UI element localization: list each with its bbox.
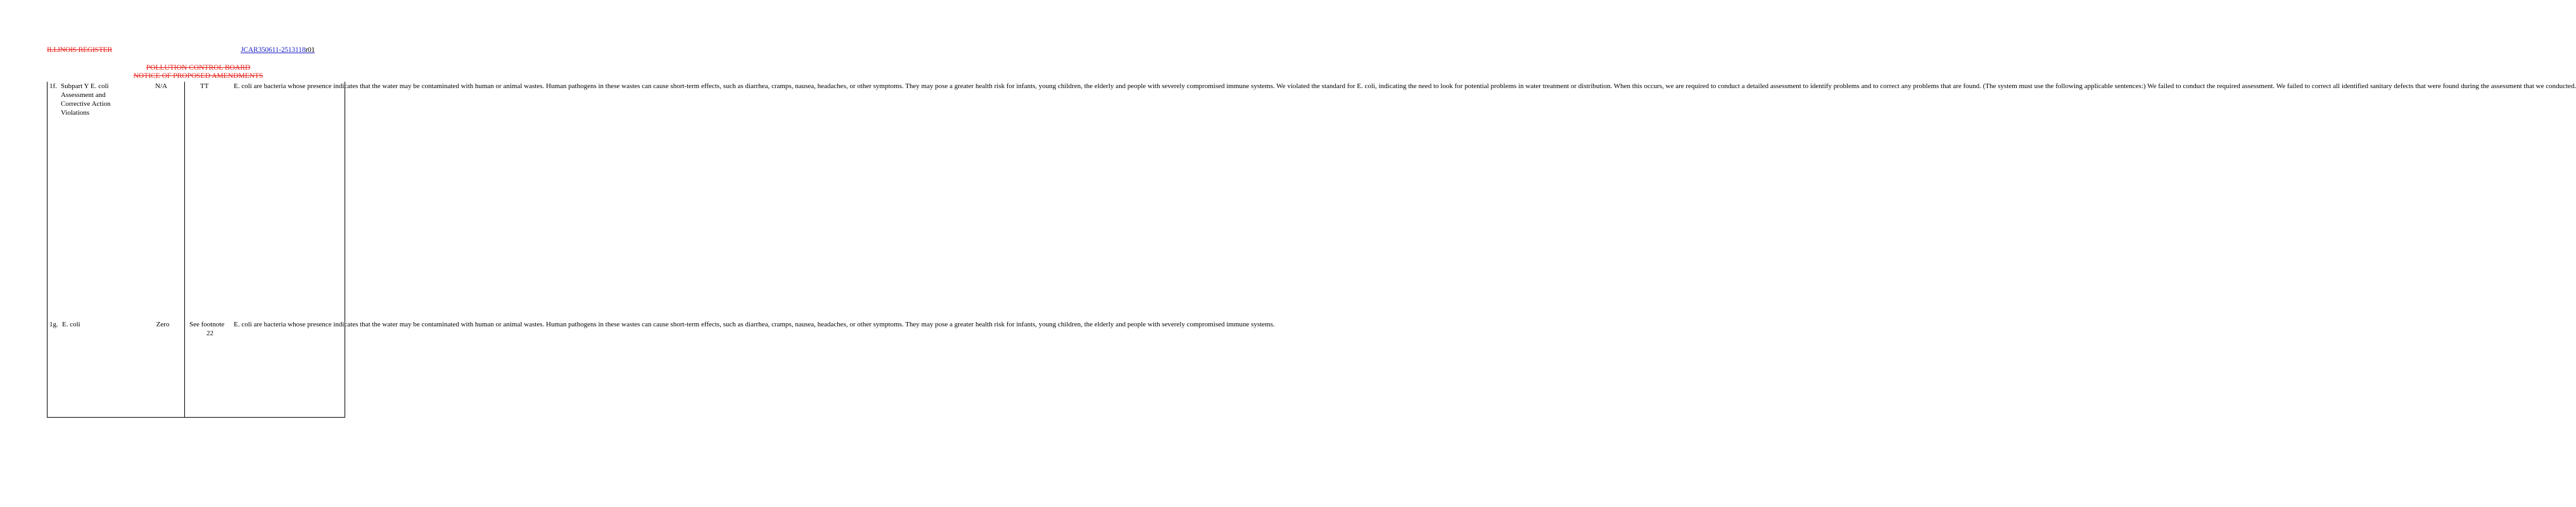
name-line: Subpart Y E. coli xyxy=(61,82,109,90)
contaminant-name: E. coli xyxy=(62,321,80,328)
desc-line: E. coli are bacteria whose presence xyxy=(234,321,332,328)
treatment-cell xyxy=(188,320,234,339)
jcar-reference xyxy=(241,46,315,54)
desc-line: They may pose a greater health risk xyxy=(905,82,1005,90)
jcar-suffix: r01 xyxy=(305,46,315,54)
desc-line: compromised immune systems. xyxy=(1186,321,1275,328)
desc-line: conducted. xyxy=(2546,82,2576,90)
name-line: Assessment and xyxy=(61,91,106,99)
name-line: Violations xyxy=(61,109,90,117)
treatment-value xyxy=(189,320,240,338)
desc-line: indicating the need to look for xyxy=(1378,82,1463,90)
desc-line: wastes can cause short-term effects, xyxy=(621,82,721,90)
desc-line: indicates that the water may be xyxy=(333,321,420,328)
desc-line: for infants, young children, the xyxy=(1006,321,1093,328)
description-cell xyxy=(234,320,1275,420)
desc-line: headaches, or other symptoms. xyxy=(817,321,904,328)
desc-line: such as diarrhea, cramps, nausea, xyxy=(723,321,816,328)
desc-line: occurs, we are required to conduct a xyxy=(1644,82,1745,90)
desc-line: detailed assessment to identify xyxy=(1746,82,1832,90)
desc-line: headaches, or other symptoms. xyxy=(817,82,904,90)
row-number: 1g. xyxy=(49,321,58,328)
desc-line: compromised immune systems. We xyxy=(1186,82,1286,90)
desc-line: wastes. Human pathogens in these xyxy=(524,321,620,328)
desc-line: during the assessment that we xyxy=(2461,82,2544,90)
row-number: 1f. xyxy=(49,82,57,90)
description-cell xyxy=(234,82,2576,319)
desc-line: problems that are found. xyxy=(1913,82,1981,90)
desc-line: problems and to correct any xyxy=(1833,82,1912,90)
treatment-line: See footnote xyxy=(189,321,225,328)
desc-line: for infants, young children, the xyxy=(1006,82,1093,90)
desc-line: E. coli are bacteria whose presence xyxy=(234,82,332,90)
desc-line: contaminated with human or animal xyxy=(421,321,523,328)
violations-table xyxy=(47,82,2576,418)
desc-line: (The system must use the following xyxy=(1983,82,2083,90)
mcl-cell xyxy=(154,82,170,92)
desc-line: We failed to conduct the required xyxy=(2147,82,2240,90)
desc-line: wastes can cause short-term effects, xyxy=(621,321,721,328)
mcl-value: N/A xyxy=(155,82,167,90)
mcl-value: Zero xyxy=(156,321,170,328)
board-title: POLLUTION CONTROL BOARD xyxy=(146,64,251,72)
desc-line: contaminated with human or animal xyxy=(421,82,523,90)
desc-line: They may pose a greater health risk xyxy=(905,321,1005,328)
treatment-line: 22 xyxy=(206,330,213,338)
column-divider xyxy=(184,82,185,417)
contaminant-name xyxy=(61,82,111,117)
desc-line: elderly and people with severely xyxy=(1094,82,1185,90)
notice-title: NOTICE OF PROPOSED AMENDMENTS xyxy=(133,72,263,80)
jcar-code: JCAR350611-2513118 xyxy=(241,46,306,54)
health-effects-text xyxy=(234,320,1275,329)
desc-line: violated the standard for E. coli, xyxy=(1287,82,1377,90)
treatment-value: TT xyxy=(200,82,209,90)
desc-line: indicates that the water may be xyxy=(333,82,420,90)
desc-line: wastes. Human pathogens in these xyxy=(524,82,620,90)
register-header: ILLINOIS REGISTER xyxy=(47,46,112,54)
desc-line: potential problems in water xyxy=(1464,82,1541,90)
name-line: Corrective Action xyxy=(61,100,111,108)
desc-line: applicable sentences:) xyxy=(2084,82,2146,90)
desc-line: assessment. xyxy=(2242,82,2275,90)
desc-line: We failed to correct all identified xyxy=(2276,82,2369,90)
desc-line: such as diarrhea, cramps, nausea, xyxy=(723,82,816,90)
desc-line: elderly and people with severely xyxy=(1094,321,1185,328)
health-effects-text xyxy=(234,82,2576,91)
desc-line: sanitary defects that were found xyxy=(2370,82,2459,90)
desc-line: treatment or distribution. When this xyxy=(1542,82,1642,90)
